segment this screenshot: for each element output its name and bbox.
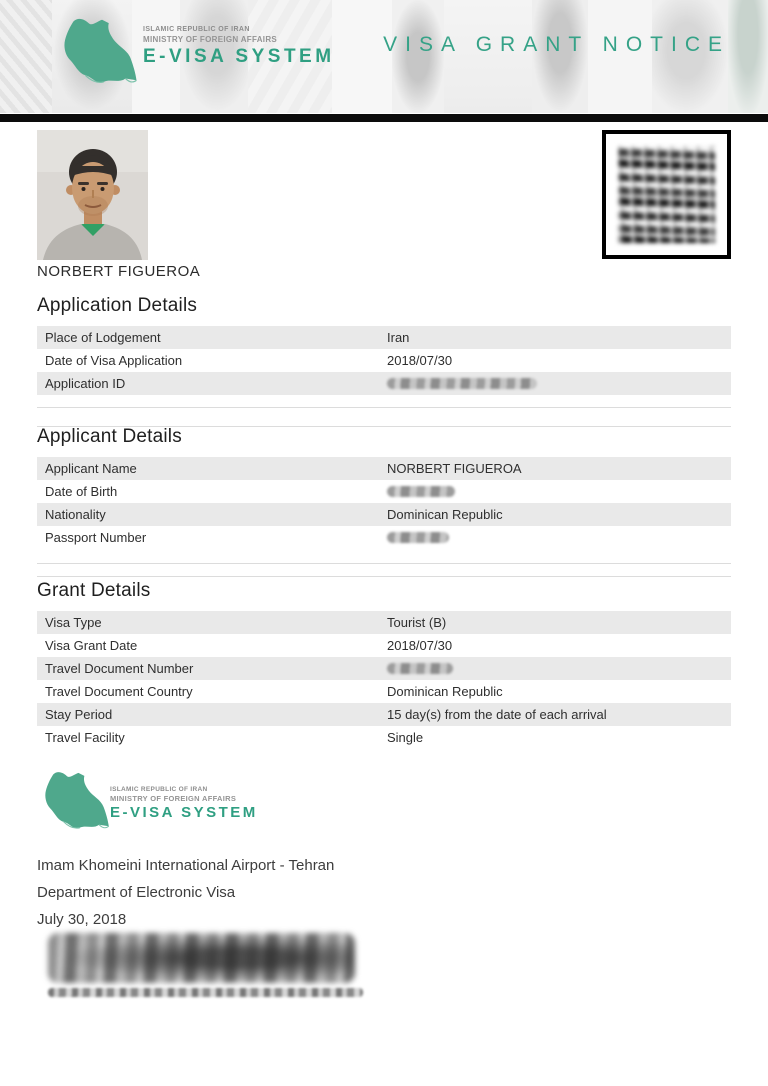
- redacted-value: [387, 486, 455, 497]
- row-value: 15 day(s) from the date of each arrival: [387, 707, 607, 722]
- org-line1: ISLAMIC REPUBLIC OF IRAN: [143, 26, 250, 33]
- table-row: [37, 611, 731, 634]
- table-row: [37, 480, 731, 503]
- table-row: [37, 457, 731, 480]
- issuing-office-address: [37, 852, 334, 933]
- signature-line-redacted: [48, 988, 363, 997]
- section-title: Grant Details: [37, 580, 151, 601]
- org-line1: ISLAMIC REPUBLIC OF IRAN: [110, 786, 208, 793]
- table-row: [37, 703, 731, 726]
- table-row: [37, 657, 731, 680]
- redacted-value: [387, 663, 453, 674]
- section-divider: [37, 563, 731, 564]
- table-row: [37, 680, 731, 703]
- applicant-photo: [37, 130, 148, 260]
- issue-date: July 30, 2018: [37, 911, 127, 928]
- section-divider: [37, 576, 731, 577]
- row-value: Iran: [387, 330, 410, 345]
- row-label: Nationality: [45, 507, 106, 522]
- table-row: [37, 526, 731, 549]
- org-line2: MINISTRY OF FOREIGN AFFAIRS: [143, 35, 278, 44]
- row-label: Travel Document Country: [45, 684, 193, 699]
- row-label: Date of Birth: [45, 484, 118, 499]
- qr-code-blurred: [618, 146, 715, 243]
- applicant-name-caption: NORBERT FIGUEROA: [37, 263, 201, 280]
- qr-code: [602, 130, 731, 259]
- redacted-value: [387, 378, 537, 389]
- address-line2: Department of Electronic Visa: [37, 884, 236, 901]
- table-row: [37, 503, 731, 526]
- row-label: Stay Period: [45, 707, 113, 722]
- header-divider-bar: [0, 114, 768, 122]
- row-label: Visa Grant Date: [45, 638, 138, 653]
- section-grant-details: [37, 580, 731, 749]
- row-value: Tourist (B): [387, 615, 447, 630]
- iran-map-icon: [37, 762, 111, 846]
- section-application-details: [37, 295, 731, 395]
- section-divider: [37, 407, 731, 408]
- row-label: Place of Lodgement: [45, 330, 161, 345]
- table-row: [37, 726, 731, 749]
- row-label: Visa Type: [45, 615, 102, 630]
- row-value: Dominican Republic: [387, 684, 503, 699]
- row-label: Date of Visa Application: [45, 353, 183, 368]
- section-applicant-details: [37, 426, 731, 549]
- iran-map-icon: [50, 13, 144, 97]
- row-value: 2018/07/30: [387, 353, 453, 368]
- page-title: VISA GRANT NOTICE: [383, 33, 730, 56]
- row-value: Single: [387, 730, 424, 745]
- address-line1: Imam Khomeini International Airport - Tehran: [37, 857, 335, 874]
- row-label: Travel Document Number: [45, 661, 194, 676]
- org-line2: MINISTRY OF FOREIGN AFFAIRS: [110, 794, 237, 803]
- org-line3: E-VISA SYSTEM: [143, 46, 335, 67]
- row-label: Travel Facility: [45, 730, 125, 745]
- redacted-value: [387, 532, 449, 543]
- row-label: Application ID: [45, 376, 126, 391]
- section-title: Application Details: [37, 295, 198, 316]
- row-label: Applicant Name: [45, 461, 137, 476]
- table-row: [37, 326, 731, 349]
- org-line3: E-VISA SYSTEM: [110, 804, 258, 821]
- table-row: [37, 372, 731, 395]
- table-row: [37, 634, 731, 657]
- section-title: Applicant Details: [37, 426, 182, 447]
- row-value: 2018/07/30: [387, 638, 453, 653]
- signature-redacted: [48, 933, 355, 983]
- row-value: Dominican Republic: [387, 507, 503, 522]
- table-row: [37, 349, 731, 372]
- row-label: Passport Number: [45, 530, 147, 545]
- row-value: NORBERT FIGUEROA: [387, 461, 522, 476]
